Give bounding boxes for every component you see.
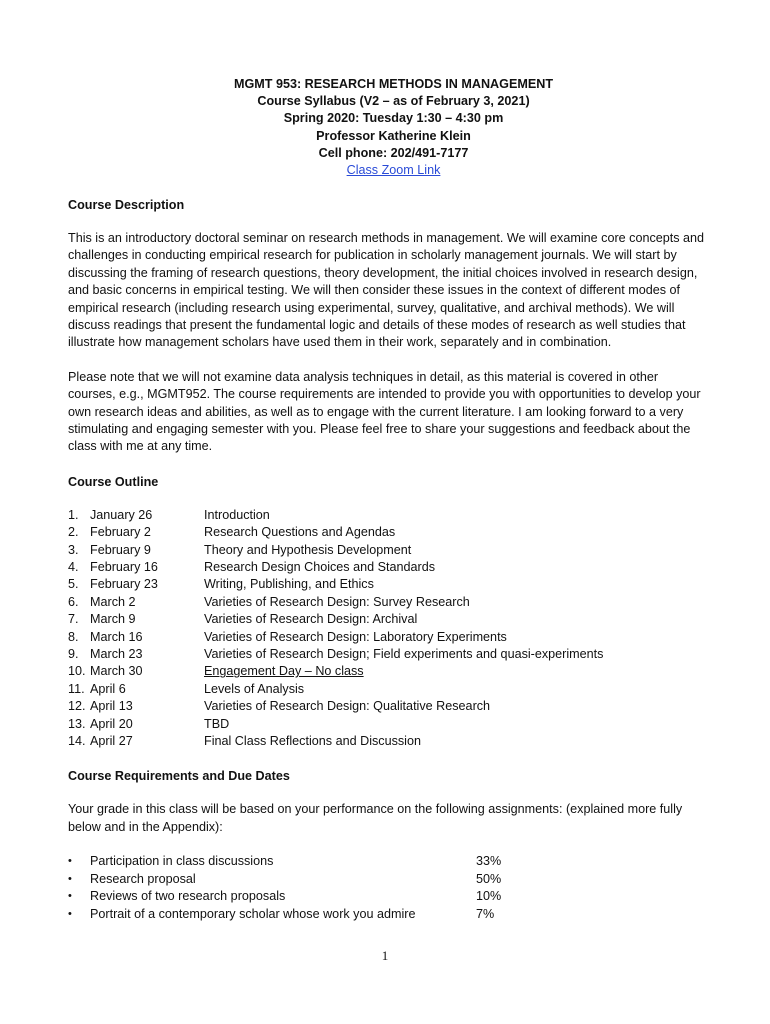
course-requirements-heading: Course Requirements and Due Dates [68, 769, 290, 784]
bullet-icon: • [68, 890, 72, 903]
grade-item [68, 906, 708, 924]
outline-item-number: 14. [68, 733, 86, 748]
outline-item [68, 733, 708, 750]
syllabus-content [68, 196, 708, 924]
outline-item [68, 681, 708, 698]
outline-item-number: 12. [68, 699, 86, 714]
outline-item-topic: Varieties of Research Design: Qualitative Research [204, 699, 491, 714]
outline-item-topic: Levels of Analysis [204, 681, 305, 696]
outline-item-date: March 2 [90, 594, 136, 609]
outline-item-date: March 23 [90, 647, 143, 661]
outline-item [68, 646, 708, 663]
outline-item-number: 10. [68, 664, 86, 679]
outline-item-number: 2. [68, 525, 79, 540]
outline-item [68, 663, 708, 680]
bullet-icon: • [68, 855, 72, 868]
cell-phone: Cell phone: 202/491-7177 [318, 145, 469, 160]
outline-item-date: April 13 [90, 699, 133, 714]
outline-item-number: 5. [68, 577, 79, 592]
outline-item [68, 576, 708, 593]
outline-item-date: February 23 [90, 577, 158, 592]
grade-item-percent: 33% [476, 854, 502, 869]
outline-item-number: 1. [68, 507, 79, 522]
outline-item-number: 6. [68, 594, 79, 609]
page-number: 1 [381, 948, 389, 963]
bullet-icon: • [68, 872, 72, 885]
bullet-icon: • [68, 907, 72, 920]
grade-item [68, 888, 708, 906]
professor-name: Professor Katherine Klein [316, 128, 471, 143]
grade-item [68, 871, 708, 889]
course-outline-heading: Course Outline [68, 474, 159, 489]
outline-item-number: 9. [68, 647, 79, 661]
outline-item-date: March 30 [90, 664, 143, 679]
outline-item-date: February 2 [90, 525, 151, 540]
course-description-paragraph-2: Please note that we will not examine data analysis techniques in detail, as this material is covered in other courses, e.g., MGMT952. The course requirements are intended to provide you with opportunities to develop your own research ideas and abilities, as well as to engage with the current literature. I am looking forward to a very stimulating and engaging semester with you. Please feel free to share your suggestions and feedback about the class with me at any time. [68, 369, 701, 454]
course-description-paragraph-1: This is an introductory doctoral seminar on research methods in management. We will examine core concepts and challenges in conducting empirical research for publication in scholarly management journals. We will start by discussing the framing of research questions, theory development, the initial choices involved in research design, and basic concerns in empirical testing. We will then consider these issues in the context of different modes of empirical research (including research using experimental, survey, qualitative, and archival methods). We will discuss readings that present the fundamental logic and details of these modes of research as well studies that illustrate how management scholars have used them in their work, separately and in combination. [68, 231, 705, 350]
outline-item-date: February 9 [90, 542, 151, 557]
class-zoom-link[interactable]: Class Zoom Link [346, 162, 441, 177]
outline-item [68, 542, 708, 559]
grade-item-label: Reviews of two research proposals [90, 889, 286, 904]
outline-item [68, 629, 708, 646]
grade-item-label: Participation in class discussions [90, 854, 274, 869]
outline-item-topic: Writing, Publishing, and Ethics [204, 577, 374, 592]
outline-item-topic: Varieties of Research Design: Laboratory Experiments [204, 629, 507, 644]
course-requirements-intro: Your grade in this class will be based on your performance on the following assignments: (explained more fully below and in the Appendix): [68, 802, 683, 834]
outline-item-date: April 27 [90, 733, 133, 748]
outline-item-topic: Varieties of Research Design; Field experiments and quasi-experiments [204, 647, 604, 661]
syllabus-version: Course Syllabus (V2 – as of February 3, 2021) [257, 94, 530, 109]
grade-item-percent: 10% [476, 889, 502, 904]
outline-item-topic: Final Class Reflections and Discussion [204, 733, 421, 748]
outline-item [68, 507, 708, 524]
outline-item-number: 4. [68, 560, 79, 575]
outline-item-date: April 6 [90, 681, 126, 696]
outline-item-topic: Varieties of Research Design: Archival [204, 612, 418, 627]
course-description-heading: Course Description [68, 198, 185, 212]
outline-item-topic: TBD [204, 716, 230, 731]
outline-item-topic: Varieties of Research Design: Survey Research [204, 594, 470, 609]
outline-item-topic: Research Questions and Agendas [204, 525, 396, 540]
grade-item-percent: 50% [476, 871, 502, 886]
outline-item-topic: Research Design Choices and Standards [204, 560, 436, 575]
grade-item-label: Portrait of a contemporary scholar whose work you admire [90, 906, 416, 921]
outline-item [68, 524, 708, 541]
outline-item-number: 7. [68, 612, 79, 627]
course-outline-list [68, 507, 708, 750]
outline-item-date: March 16 [90, 629, 143, 644]
grade-breakdown-list [68, 853, 708, 923]
outline-item [68, 611, 708, 628]
grade-item-percent: 7% [476, 906, 495, 921]
outline-item [68, 698, 708, 715]
course-term: Spring 2020: Tuesday 1:30 – 4:30 pm [283, 111, 504, 126]
outline-item [68, 716, 708, 733]
grade-item [68, 853, 708, 871]
syllabus-header [0, 76, 770, 179]
outline-item-number: 8. [68, 629, 79, 644]
grade-item-label: Research proposal [90, 871, 196, 886]
outline-item-topic: Engagement Day – No class [204, 664, 364, 679]
outline-item-topic: Theory and Hypothesis Development [204, 542, 412, 557]
outline-item [68, 594, 708, 611]
outline-item-date: March 9 [90, 612, 136, 627]
outline-item-date: February 16 [90, 560, 158, 575]
outline-item-number: 13. [68, 716, 86, 731]
outline-item-topic: Introduction [204, 507, 270, 522]
outline-item-date: January 26 [90, 507, 153, 522]
course-title: MGMT 953: RESEARCH METHODS IN MANAGEMENT [233, 77, 554, 91]
outline-item-date: April 20 [90, 716, 133, 731]
outline-item-number: 11. [68, 681, 85, 696]
outline-item-number: 3. [68, 542, 79, 557]
outline-item [68, 559, 708, 576]
